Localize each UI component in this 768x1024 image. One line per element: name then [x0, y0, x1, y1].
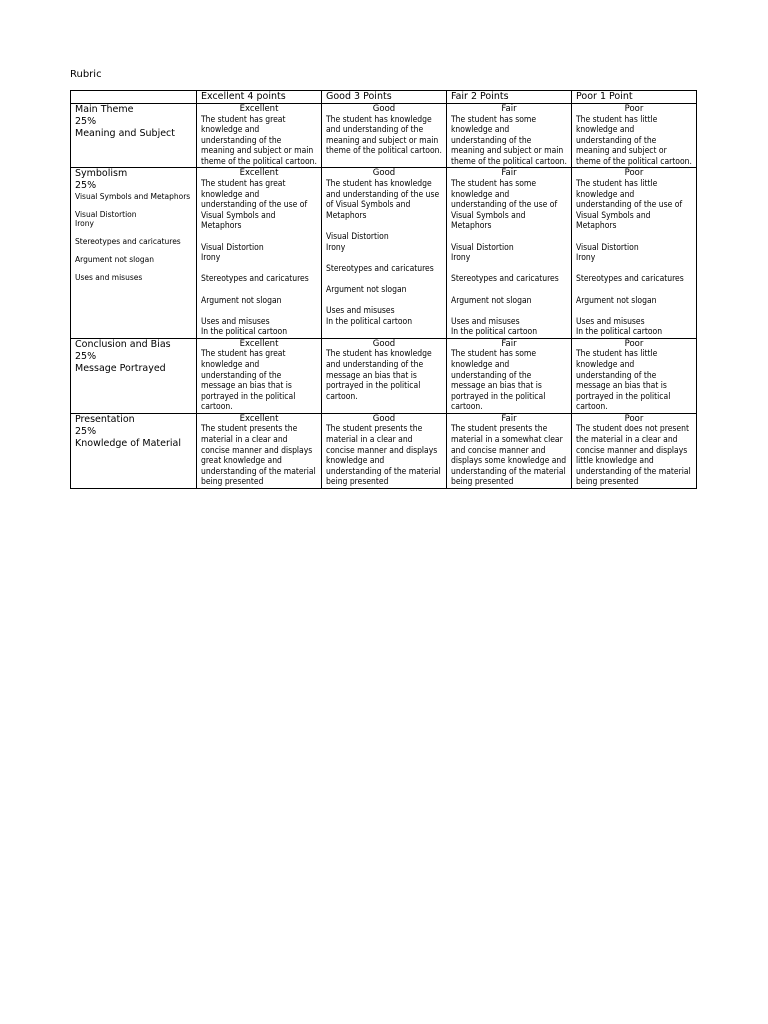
criterion-subitem: Stereotypes and caricatures: [75, 237, 181, 247]
table-row-presentation: [71, 413, 697, 488]
criterion-weight: 25%: [75, 116, 97, 127]
table-row-conclusion-and-bias: [71, 338, 697, 413]
criterion-title: Main Theme: [75, 104, 134, 115]
level-cell-good: [322, 168, 447, 338]
level-description: The student presents the material in a clear and concise manner and displays knowledge and understanding of the material being presented: [326, 424, 441, 488]
criterion-cell: [71, 338, 197, 413]
level-cell-excellent: [197, 338, 322, 413]
level-cell-poor: [572, 413, 697, 488]
level-cell-excellent: [197, 104, 322, 168]
criterion-subitem: Visual Distortion Irony: [75, 210, 137, 229]
level-cell-fair: [447, 338, 572, 413]
criterion-weight: 25%: [75, 425, 97, 437]
level-label: Excellent: [239, 338, 279, 349]
level-cell-good: [322, 338, 447, 413]
level-cell-fair: [447, 413, 572, 488]
criterion-description: Message Portrayed: [75, 362, 166, 374]
level-cell-fair: [447, 104, 572, 168]
level-description: The student presents the material in a somewhat clear and concise manner and displays some knowledge and understanding of the material being presented: [451, 424, 567, 488]
level-description: The student has knowledge and understanding of the message an bias that is portrayed in the political cartoon.: [326, 349, 432, 402]
level-label: Fair: [501, 413, 517, 424]
header-criteria: [71, 91, 197, 104]
level-label: Good: [372, 104, 396, 114]
level-description: The student has great knowledge and understanding of the message an bias that is portrayed in the political cartoon.: [201, 349, 296, 413]
level-description: The student has knowledge and understanding of the use of Visual Symbols and Metaphors Visual Distortion Irony Stereotypes and caricatures Argument not slogan Uses and misuses In the political cartoon: [326, 178, 440, 327]
header-good: Good 3 Points: [322, 91, 447, 104]
level-cell-excellent: [197, 168, 322, 338]
level-cell-good: [322, 413, 447, 488]
criterion-title: Presentation: [75, 413, 135, 425]
level-description: The student has some knowledge and understanding of the message an bias that is portrayed in the political cartoon.: [451, 349, 546, 413]
criterion-cell: [71, 104, 197, 168]
table-row-main-theme: [71, 104, 697, 168]
level-description: The student has little knowledge and understanding of the use of Visual Symbols and Metaphors Visual Distortion Irony Stereotypes and caricatures Argument not slogan Uses and misuses In the political cartoon: [576, 178, 684, 338]
level-label: Poor: [624, 168, 644, 179]
level-label: Excellent: [239, 168, 279, 179]
criterion-description: Knowledge of Material: [75, 437, 182, 449]
level-cell-good: [322, 104, 447, 168]
level-cell-poor: [572, 338, 697, 413]
rubric-table: [70, 90, 697, 489]
header-row: [71, 91, 697, 104]
level-description: The student has great knowledge and understanding of the use of Visual Symbols and Metaphors Visual Distortion Irony Stereotypes and caricatures Argument not slogan Uses and misuses In the political cartoon: [201, 178, 309, 338]
table-row-symbolism: [71, 168, 697, 338]
level-label: Poor: [624, 413, 644, 424]
level-description: The student has some knowledge and understanding of the meaning and subject or main theme of the political cartoon.: [451, 114, 567, 167]
header-fair: Fair 2 Points: [447, 91, 572, 104]
level-cell-poor: [572, 168, 697, 338]
level-label: Poor: [624, 104, 644, 114]
criterion-weight: 25%: [75, 180, 97, 192]
level-label: Fair: [501, 338, 517, 349]
criterion-cell: [71, 168, 197, 338]
level-label: Fair: [501, 104, 517, 114]
level-description: The student presents the material in a clear and concise manner and displays great knowledge and understanding of the material being presented: [201, 424, 316, 488]
level-label: Fair: [501, 168, 517, 179]
level-label: Poor: [624, 338, 644, 349]
criterion-weight: 25%: [75, 350, 97, 362]
level-description: The student has little knowledge and understanding of the meaning and subject or theme of the political cartoon.: [576, 114, 692, 167]
level-label: Good: [372, 338, 396, 349]
level-cell-excellent: [197, 413, 322, 488]
level-cell-poor: [572, 104, 697, 168]
level-description: The student has knowledge and understanding of the meaning and subject or main theme of the political cartoon.: [326, 114, 442, 157]
level-label: Excellent: [239, 413, 279, 424]
level-cell-fair: [447, 168, 572, 338]
criterion-title: Conclusion and Bias: [75, 338, 171, 350]
level-description: The student does not present the material in a clear and concise manner and displays little knowledge and understanding of the material being presented: [576, 424, 691, 488]
criterion-subitem: Uses and misuses: [75, 273, 143, 283]
level-description: The student has little knowledge and understanding of the message an bias that is portrayed in the political cartoon.: [576, 349, 671, 413]
criterion-subitem: Visual Symbols and Metaphors: [75, 192, 191, 202]
header-poor: Poor 1 Point: [572, 91, 697, 104]
level-label: Good: [372, 168, 396, 179]
level-description: The student has great knowledge and understanding of the meaning and subject or main theme of the political cartoon.: [201, 114, 317, 167]
page-title: Rubric: [70, 69, 102, 80]
level-label: Excellent: [239, 104, 279, 114]
level-label: Good: [372, 413, 396, 424]
criterion-cell: [71, 413, 197, 488]
criterion-subitem: Argument not slogan: [75, 255, 154, 265]
level-description: The student has some knowledge and understanding of the use of Visual Symbols and Metaphors Visual Distortion Irony Stereotypes and caricatures Argument not slogan Uses and misuses In the political cartoon: [451, 178, 559, 338]
criterion-title: Symbolism: [75, 168, 128, 180]
criterion-description: Meaning and Subject: [75, 128, 176, 139]
header-excellent: Excellent 4 points: [197, 91, 322, 104]
